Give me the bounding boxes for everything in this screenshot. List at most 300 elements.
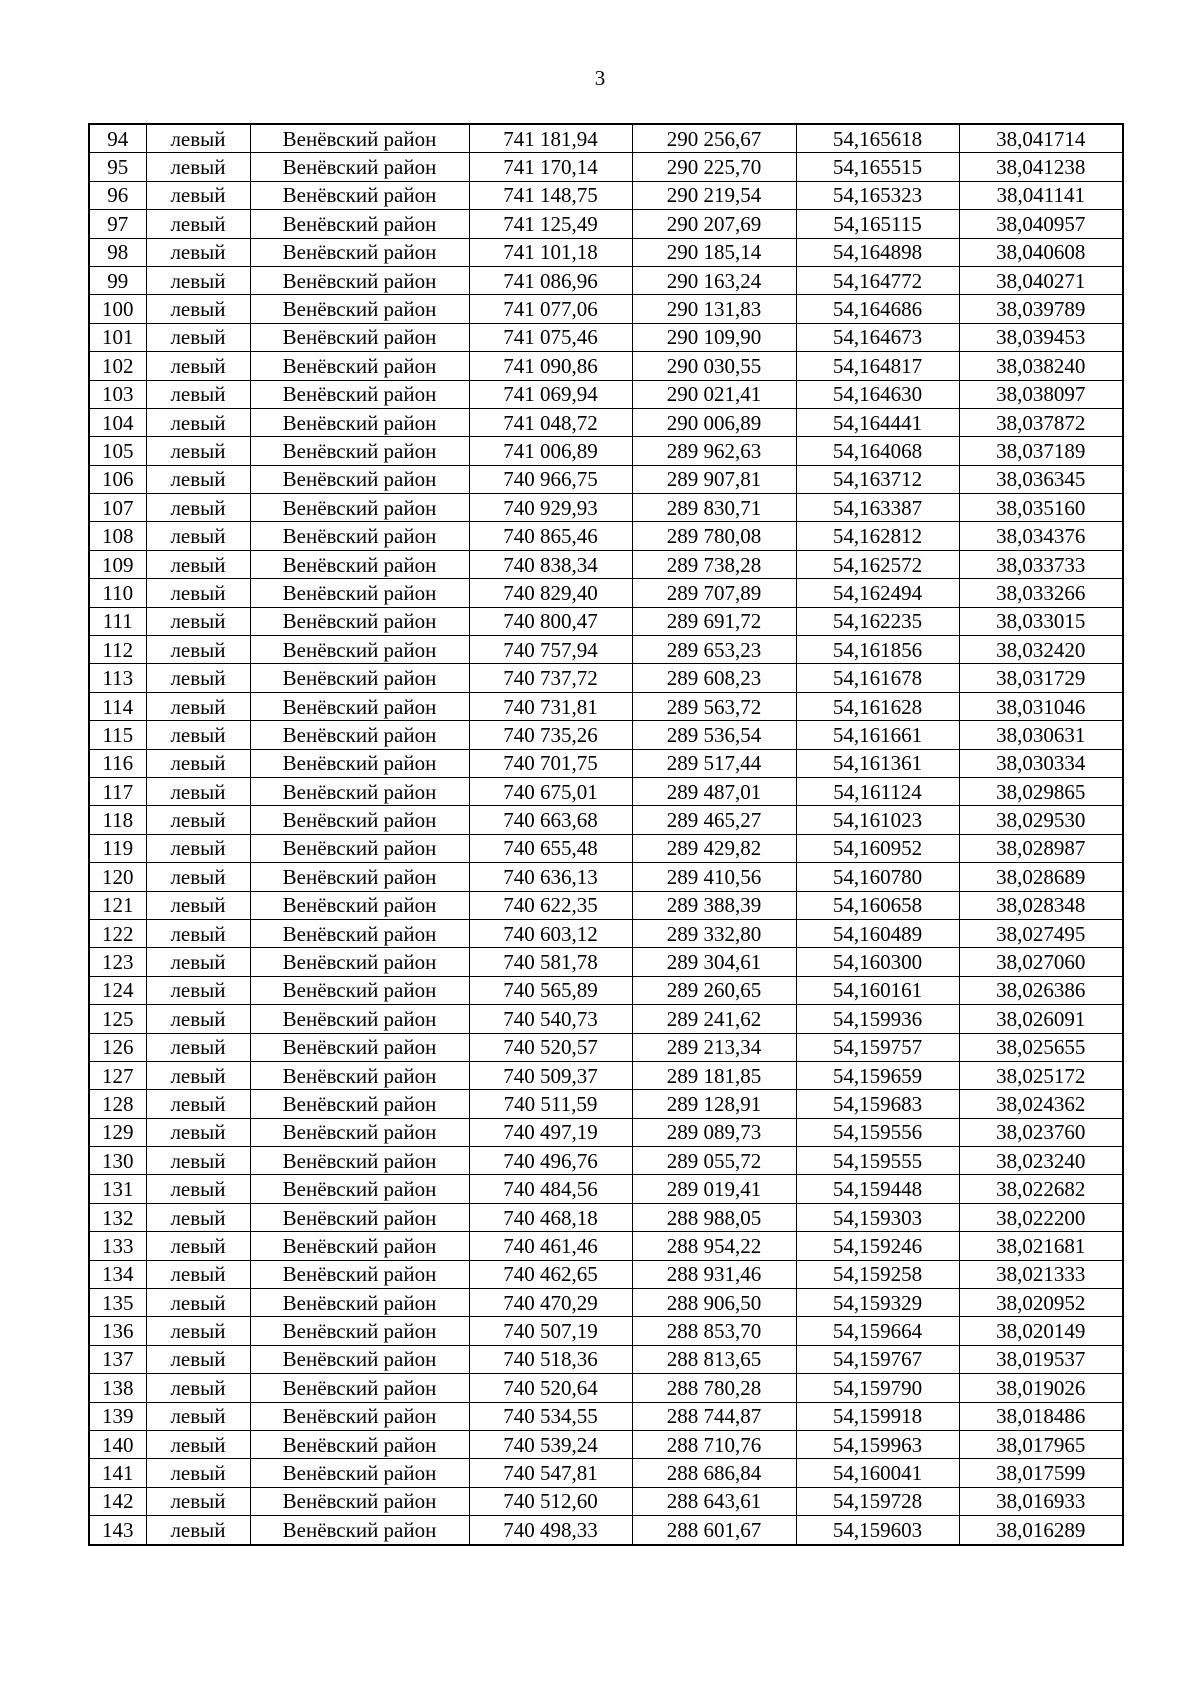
- district-cell: Венёвский район: [250, 948, 469, 976]
- table-row: [89, 1459, 1123, 1487]
- side-cell: левый: [146, 238, 250, 266]
- point-number-cell: 104: [89, 408, 146, 436]
- district-cell: Венёвский район: [250, 1430, 469, 1458]
- point-number-cell: 125: [89, 1005, 146, 1033]
- longitude-cell: 38,020952: [959, 1289, 1123, 1317]
- latitude-cell: 54,164068: [796, 437, 959, 465]
- x-coordinate-cell: 740 547,81: [469, 1459, 632, 1487]
- latitude-cell: 54,164630: [796, 380, 959, 408]
- longitude-cell: 38,020149: [959, 1317, 1123, 1345]
- table-row: [89, 408, 1123, 436]
- latitude-cell: 54,163387: [796, 494, 959, 522]
- y-coordinate-cell: 289 707,89: [632, 579, 796, 607]
- side-cell: левый: [146, 380, 250, 408]
- side-cell: левый: [146, 295, 250, 323]
- side-cell: левый: [146, 1147, 250, 1175]
- district-cell: Венёвский район: [250, 692, 469, 720]
- table-row: [89, 806, 1123, 834]
- longitude-cell: 38,037872: [959, 408, 1123, 436]
- x-coordinate-cell: 740 470,29: [469, 1289, 632, 1317]
- y-coordinate-cell: 288 988,05: [632, 1203, 796, 1231]
- y-coordinate-cell: 288 931,46: [632, 1260, 796, 1288]
- point-number-cell: 98: [89, 238, 146, 266]
- x-coordinate-cell: 740 511,59: [469, 1090, 632, 1118]
- table-row: [89, 579, 1123, 607]
- y-coordinate-cell: 289 410,56: [632, 863, 796, 891]
- latitude-cell: 54,160952: [796, 834, 959, 862]
- side-cell: левый: [146, 1175, 250, 1203]
- side-cell: левый: [146, 494, 250, 522]
- longitude-cell: 38,039789: [959, 295, 1123, 323]
- table-row: [89, 1345, 1123, 1373]
- x-coordinate-cell: 740 512,60: [469, 1487, 632, 1515]
- point-number-cell: 111: [89, 607, 146, 635]
- latitude-cell: 54,159728: [796, 1487, 959, 1515]
- point-number-cell: 131: [89, 1175, 146, 1203]
- side-cell: левый: [146, 1374, 250, 1402]
- side-cell: левый: [146, 721, 250, 749]
- district-cell: Венёвский район: [250, 352, 469, 380]
- side-cell: левый: [146, 664, 250, 692]
- table-row: [89, 124, 1123, 153]
- side-cell: левый: [146, 1345, 250, 1373]
- x-coordinate-cell: 740 581,78: [469, 948, 632, 976]
- y-coordinate-cell: 289 907,81: [632, 465, 796, 493]
- side-cell: левый: [146, 1289, 250, 1317]
- latitude-cell: 54,162812: [796, 522, 959, 550]
- side-cell: левый: [146, 1232, 250, 1260]
- longitude-cell: 38,041714: [959, 124, 1123, 153]
- x-coordinate-cell: 740 565,89: [469, 976, 632, 1004]
- table-row: [89, 153, 1123, 181]
- side-cell: левый: [146, 834, 250, 862]
- district-cell: Венёвский район: [250, 465, 469, 493]
- longitude-cell: 38,028987: [959, 834, 1123, 862]
- x-coordinate-cell: 740 498,33: [469, 1516, 632, 1545]
- latitude-cell: 54,159664: [796, 1317, 959, 1345]
- point-number-cell: 143: [89, 1516, 146, 1545]
- x-coordinate-cell: 740 539,24: [469, 1430, 632, 1458]
- district-cell: Венёвский район: [250, 295, 469, 323]
- y-coordinate-cell: 288 744,87: [632, 1402, 796, 1430]
- point-number-cell: 124: [89, 976, 146, 1004]
- x-coordinate-cell: 741 048,72: [469, 408, 632, 436]
- point-number-cell: 128: [89, 1090, 146, 1118]
- longitude-cell: 38,023240: [959, 1147, 1123, 1175]
- district-cell: Венёвский район: [250, 1147, 469, 1175]
- table-row: [89, 919, 1123, 947]
- side-cell: левый: [146, 1033, 250, 1061]
- table-row: [89, 1033, 1123, 1061]
- district-cell: Венёвский район: [250, 749, 469, 777]
- table-row: [89, 210, 1123, 238]
- point-number-cell: 139: [89, 1402, 146, 1430]
- x-coordinate-cell: 740 636,13: [469, 863, 632, 891]
- side-cell: левый: [146, 465, 250, 493]
- x-coordinate-cell: 740 838,34: [469, 550, 632, 578]
- table-row: [89, 323, 1123, 351]
- longitude-cell: 38,021333: [959, 1260, 1123, 1288]
- y-coordinate-cell: 290 006,89: [632, 408, 796, 436]
- point-number-cell: 103: [89, 380, 146, 408]
- point-number-cell: 110: [89, 579, 146, 607]
- table-row: [89, 1147, 1123, 1175]
- x-coordinate-cell: 740 462,65: [469, 1260, 632, 1288]
- y-coordinate-cell: 289 019,41: [632, 1175, 796, 1203]
- table-row: [89, 834, 1123, 862]
- x-coordinate-cell: 740 655,48: [469, 834, 632, 862]
- y-coordinate-cell: 289 487,01: [632, 777, 796, 805]
- side-cell: левый: [146, 1317, 250, 1345]
- x-coordinate-cell: 740 800,47: [469, 607, 632, 635]
- latitude-cell: 54,161023: [796, 806, 959, 834]
- y-coordinate-cell: 289 241,62: [632, 1005, 796, 1033]
- point-number-cell: 127: [89, 1061, 146, 1089]
- district-cell: Венёвский район: [250, 664, 469, 692]
- longitude-cell: 38,041141: [959, 181, 1123, 209]
- x-coordinate-cell: 740 731,81: [469, 692, 632, 720]
- district-cell: Венёвский район: [250, 1118, 469, 1146]
- x-coordinate-cell: 740 622,35: [469, 891, 632, 919]
- longitude-cell: 38,022682: [959, 1175, 1123, 1203]
- district-cell: Венёвский район: [250, 1317, 469, 1345]
- district-cell: Венёвский район: [250, 834, 469, 862]
- x-coordinate-cell: 740 735,26: [469, 721, 632, 749]
- district-cell: Венёвский район: [250, 408, 469, 436]
- side-cell: левый: [146, 1487, 250, 1515]
- district-cell: Венёвский район: [250, 1374, 469, 1402]
- x-coordinate-cell: 741 101,18: [469, 238, 632, 266]
- y-coordinate-cell: 288 710,76: [632, 1430, 796, 1458]
- point-number-cell: 115: [89, 721, 146, 749]
- y-coordinate-cell: 289 691,72: [632, 607, 796, 635]
- district-cell: Венёвский район: [250, 1402, 469, 1430]
- table-row: [89, 1402, 1123, 1430]
- longitude-cell: 38,016933: [959, 1487, 1123, 1515]
- district-cell: Венёвский район: [250, 891, 469, 919]
- latitude-cell: 54,159555: [796, 1147, 959, 1175]
- y-coordinate-cell: 288 853,70: [632, 1317, 796, 1345]
- district-cell: Венёвский район: [250, 1061, 469, 1089]
- side-cell: левый: [146, 1118, 250, 1146]
- table-row: [89, 1260, 1123, 1288]
- table-row: [89, 1289, 1123, 1317]
- y-coordinate-cell: 289 181,85: [632, 1061, 796, 1089]
- latitude-cell: 54,165515: [796, 153, 959, 181]
- latitude-cell: 54,159790: [796, 1374, 959, 1402]
- y-coordinate-cell: 290 163,24: [632, 266, 796, 294]
- y-coordinate-cell: 289 260,65: [632, 976, 796, 1004]
- table-row: [89, 1118, 1123, 1146]
- district-cell: Венёвский район: [250, 1175, 469, 1203]
- latitude-cell: 54,160300: [796, 948, 959, 976]
- district-cell: Венёвский район: [250, 976, 469, 1004]
- latitude-cell: 54,164817: [796, 352, 959, 380]
- point-number-cell: 137: [89, 1345, 146, 1373]
- latitude-cell: 54,159936: [796, 1005, 959, 1033]
- district-cell: Венёвский район: [250, 1260, 469, 1288]
- side-cell: левый: [146, 1005, 250, 1033]
- y-coordinate-cell: 289 738,28: [632, 550, 796, 578]
- longitude-cell: 38,035160: [959, 494, 1123, 522]
- side-cell: левый: [146, 210, 250, 238]
- y-coordinate-cell: 288 906,50: [632, 1289, 796, 1317]
- y-coordinate-cell: 290 030,55: [632, 352, 796, 380]
- y-coordinate-cell: 288 643,61: [632, 1487, 796, 1515]
- side-cell: левый: [146, 522, 250, 550]
- latitude-cell: 54,164772: [796, 266, 959, 294]
- table-row: [89, 1175, 1123, 1203]
- side-cell: левый: [146, 266, 250, 294]
- point-number-cell: 117: [89, 777, 146, 805]
- table-row: [89, 1516, 1123, 1545]
- side-cell: левый: [146, 919, 250, 947]
- y-coordinate-cell: 289 055,72: [632, 1147, 796, 1175]
- latitude-cell: 54,159303: [796, 1203, 959, 1231]
- district-cell: Венёвский район: [250, 1232, 469, 1260]
- longitude-cell: 38,029530: [959, 806, 1123, 834]
- y-coordinate-cell: 288 813,65: [632, 1345, 796, 1373]
- longitude-cell: 38,037189: [959, 437, 1123, 465]
- side-cell: левый: [146, 323, 250, 351]
- x-coordinate-cell: 741 075,46: [469, 323, 632, 351]
- x-coordinate-cell: 740 518,36: [469, 1345, 632, 1373]
- point-number-cell: 136: [89, 1317, 146, 1345]
- table-row: [89, 550, 1123, 578]
- longitude-cell: 38,031046: [959, 692, 1123, 720]
- table-row: [89, 437, 1123, 465]
- x-coordinate-cell: 740 461,46: [469, 1232, 632, 1260]
- y-coordinate-cell: 289 213,34: [632, 1033, 796, 1061]
- point-number-cell: 126: [89, 1033, 146, 1061]
- y-coordinate-cell: 288 601,67: [632, 1516, 796, 1545]
- y-coordinate-cell: 289 089,73: [632, 1118, 796, 1146]
- district-cell: Венёвский район: [250, 1289, 469, 1317]
- x-coordinate-cell: 741 086,96: [469, 266, 632, 294]
- point-number-cell: 95: [89, 153, 146, 181]
- table-row: [89, 1487, 1123, 1515]
- side-cell: левый: [146, 636, 250, 664]
- y-coordinate-cell: 290 256,67: [632, 124, 796, 153]
- district-cell: Венёвский район: [250, 863, 469, 891]
- latitude-cell: 54,162235: [796, 607, 959, 635]
- x-coordinate-cell: 740 496,76: [469, 1147, 632, 1175]
- side-cell: левый: [146, 579, 250, 607]
- latitude-cell: 54,159767: [796, 1345, 959, 1373]
- table-row: [89, 1061, 1123, 1089]
- latitude-cell: 54,160161: [796, 976, 959, 1004]
- x-coordinate-cell: 740 468,18: [469, 1203, 632, 1231]
- district-cell: Венёвский район: [250, 1203, 469, 1231]
- district-cell: Венёвский район: [250, 266, 469, 294]
- x-coordinate-cell: 740 497,19: [469, 1118, 632, 1146]
- y-coordinate-cell: 290 109,90: [632, 323, 796, 351]
- point-number-cell: 112: [89, 636, 146, 664]
- latitude-cell: 54,161124: [796, 777, 959, 805]
- x-coordinate-cell: 741 148,75: [469, 181, 632, 209]
- y-coordinate-cell: 289 465,27: [632, 806, 796, 834]
- latitude-cell: 54,159757: [796, 1033, 959, 1061]
- point-number-cell: 99: [89, 266, 146, 294]
- y-coordinate-cell: 290 219,54: [632, 181, 796, 209]
- x-coordinate-cell: 740 757,94: [469, 636, 632, 664]
- point-number-cell: 129: [89, 1118, 146, 1146]
- point-number-cell: 123: [89, 948, 146, 976]
- district-cell: Венёвский район: [250, 919, 469, 947]
- coordinates-table-body: [89, 124, 1123, 1545]
- longitude-cell: 38,028348: [959, 891, 1123, 919]
- longitude-cell: 38,027060: [959, 948, 1123, 976]
- district-cell: Венёвский район: [250, 522, 469, 550]
- latitude-cell: 54,164686: [796, 295, 959, 323]
- side-cell: левый: [146, 1516, 250, 1545]
- side-cell: левый: [146, 777, 250, 805]
- side-cell: левый: [146, 1459, 250, 1487]
- x-coordinate-cell: 740 603,12: [469, 919, 632, 947]
- district-cell: Венёвский район: [250, 153, 469, 181]
- side-cell: левый: [146, 863, 250, 891]
- latitude-cell: 54,161678: [796, 664, 959, 692]
- point-number-cell: 138: [89, 1374, 146, 1402]
- latitude-cell: 54,163712: [796, 465, 959, 493]
- side-cell: левый: [146, 1203, 250, 1231]
- point-number-cell: 121: [89, 891, 146, 919]
- longitude-cell: 38,018486: [959, 1402, 1123, 1430]
- point-number-cell: 94: [89, 124, 146, 153]
- side-cell: левый: [146, 749, 250, 777]
- longitude-cell: 38,022200: [959, 1203, 1123, 1231]
- latitude-cell: 54,159918: [796, 1402, 959, 1430]
- point-number-cell: 101: [89, 323, 146, 351]
- latitude-cell: 54,159329: [796, 1289, 959, 1317]
- latitude-cell: 54,164441: [796, 408, 959, 436]
- district-cell: Венёвский район: [250, 579, 469, 607]
- x-coordinate-cell: 740 663,68: [469, 806, 632, 834]
- longitude-cell: 38,021681: [959, 1232, 1123, 1260]
- latitude-cell: 54,165115: [796, 210, 959, 238]
- latitude-cell: 54,160780: [796, 863, 959, 891]
- latitude-cell: 54,159258: [796, 1260, 959, 1288]
- district-cell: Венёвский район: [250, 494, 469, 522]
- point-number-cell: 116: [89, 749, 146, 777]
- coordinates-table: [88, 123, 1124, 1546]
- table-row: [89, 238, 1123, 266]
- district-cell: Венёвский район: [250, 380, 469, 408]
- table-row: [89, 1317, 1123, 1345]
- side-cell: левый: [146, 1061, 250, 1089]
- point-number-cell: 96: [89, 181, 146, 209]
- x-coordinate-cell: 741 181,94: [469, 124, 632, 153]
- latitude-cell: 54,160041: [796, 1459, 959, 1487]
- latitude-cell: 54,162572: [796, 550, 959, 578]
- latitude-cell: 54,165618: [796, 124, 959, 153]
- district-cell: Венёвский район: [250, 181, 469, 209]
- longitude-cell: 38,023760: [959, 1118, 1123, 1146]
- side-cell: левый: [146, 692, 250, 720]
- point-number-cell: 97: [89, 210, 146, 238]
- point-number-cell: 114: [89, 692, 146, 720]
- table-row: [89, 295, 1123, 323]
- x-coordinate-cell: 740 520,57: [469, 1033, 632, 1061]
- x-coordinate-cell: 740 507,19: [469, 1317, 632, 1345]
- point-number-cell: 119: [89, 834, 146, 862]
- y-coordinate-cell: 290 021,41: [632, 380, 796, 408]
- longitude-cell: 38,034376: [959, 522, 1123, 550]
- x-coordinate-cell: 740 534,55: [469, 1402, 632, 1430]
- latitude-cell: 54,164673: [796, 323, 959, 351]
- longitude-cell: 38,027495: [959, 919, 1123, 947]
- longitude-cell: 38,019537: [959, 1345, 1123, 1373]
- table-row: [89, 607, 1123, 635]
- latitude-cell: 54,161661: [796, 721, 959, 749]
- longitude-cell: 38,017965: [959, 1430, 1123, 1458]
- y-coordinate-cell: 289 332,80: [632, 919, 796, 947]
- table-row: [89, 465, 1123, 493]
- point-number-cell: 105: [89, 437, 146, 465]
- district-cell: Венёвский район: [250, 1090, 469, 1118]
- side-cell: левый: [146, 550, 250, 578]
- x-coordinate-cell: 741 125,49: [469, 210, 632, 238]
- x-coordinate-cell: 740 865,46: [469, 522, 632, 550]
- side-cell: левый: [146, 1090, 250, 1118]
- point-number-cell: 134: [89, 1260, 146, 1288]
- table-row: [89, 664, 1123, 692]
- district-cell: Венёвский район: [250, 806, 469, 834]
- x-coordinate-cell: 740 701,75: [469, 749, 632, 777]
- latitude-cell: 54,159659: [796, 1061, 959, 1089]
- x-coordinate-cell: 741 077,06: [469, 295, 632, 323]
- x-coordinate-cell: 740 540,73: [469, 1005, 632, 1033]
- side-cell: левый: [146, 891, 250, 919]
- latitude-cell: 54,161856: [796, 636, 959, 664]
- district-cell: Венёвский район: [250, 550, 469, 578]
- side-cell: левый: [146, 408, 250, 436]
- point-number-cell: 132: [89, 1203, 146, 1231]
- table-row: [89, 1090, 1123, 1118]
- side-cell: левый: [146, 181, 250, 209]
- x-coordinate-cell: 741 170,14: [469, 153, 632, 181]
- y-coordinate-cell: 289 388,39: [632, 891, 796, 919]
- side-cell: левый: [146, 153, 250, 181]
- y-coordinate-cell: 289 304,61: [632, 948, 796, 976]
- y-coordinate-cell: 289 517,44: [632, 749, 796, 777]
- latitude-cell: 54,162494: [796, 579, 959, 607]
- longitude-cell: 38,032420: [959, 636, 1123, 664]
- x-coordinate-cell: 741 069,94: [469, 380, 632, 408]
- latitude-cell: 54,164898: [796, 238, 959, 266]
- point-number-cell: 109: [89, 550, 146, 578]
- latitude-cell: 54,165323: [796, 181, 959, 209]
- longitude-cell: 38,033733: [959, 550, 1123, 578]
- point-number-cell: 141: [89, 1459, 146, 1487]
- district-cell: Венёвский район: [250, 1005, 469, 1033]
- longitude-cell: 38,028689: [959, 863, 1123, 891]
- y-coordinate-cell: 289 128,91: [632, 1090, 796, 1118]
- y-coordinate-cell: 288 686,84: [632, 1459, 796, 1487]
- point-number-cell: 118: [89, 806, 146, 834]
- table-row: [89, 692, 1123, 720]
- latitude-cell: 54,159246: [796, 1232, 959, 1260]
- y-coordinate-cell: 288 780,28: [632, 1374, 796, 1402]
- point-number-cell: 113: [89, 664, 146, 692]
- longitude-cell: 38,026386: [959, 976, 1123, 1004]
- y-coordinate-cell: 290 207,69: [632, 210, 796, 238]
- x-coordinate-cell: 740 520,64: [469, 1374, 632, 1402]
- latitude-cell: 54,160489: [796, 919, 959, 947]
- table-row: [89, 636, 1123, 664]
- longitude-cell: 38,041238: [959, 153, 1123, 181]
- district-cell: Венёвский район: [250, 721, 469, 749]
